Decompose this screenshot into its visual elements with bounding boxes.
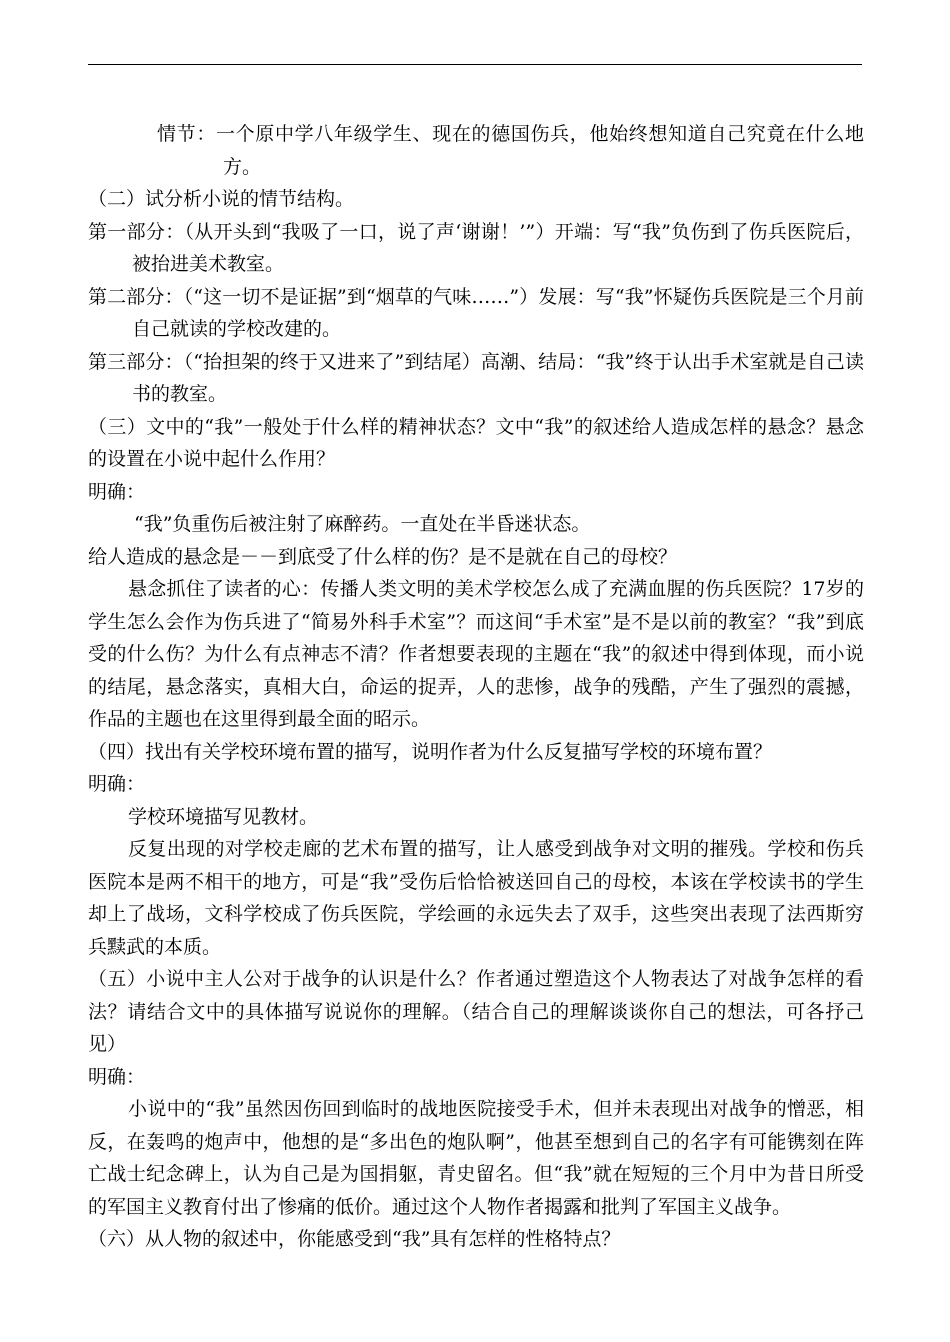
answer-paragraph: “我”负重伤后被注射了麻醉药。一直处在半昏迷状态。 <box>134 513 591 535</box>
answer-paragraph: 悬念抓住了读者的心：传播人类文明的美术学校怎么成了充满血腥的伤兵医院？17岁的学生怎么会作为伤兵进了“简易外科手术室”？而这间“手术室”是不是以前的教室？“我”到底受的什么伤？为什么有点神志不清？作者想要表现的主题在“我”的叙述中得到体现，而小说的结尾，悬念落实，真相大白，命运的捉弄，人的悲惨，战争的残酷，产生了强烈的震撼，作品的主题也在这里得到最全面的昭示。 <box>88 578 864 730</box>
part-two: 第二部分：（“这一切不是证据”到“烟草的气味……”）发展：写“我”怀疑伤兵医院是三个月前自己就读的学校改建的。 <box>88 285 864 340</box>
answer-label: 明确： <box>88 773 146 795</box>
answer-paragraph: 给人造成的悬念是－－到底受了什么样的伤？是不是就在自己的母校？ <box>88 545 678 568</box>
answer-paragraph: 学校环境描写见教材。 <box>128 805 319 828</box>
answer-paragraph: 反复出现的对学校走廊的艺术布置的描写，让人感受到战争对文明的摧残。学校和伤兵医院本是两不相干的地方，可是“我”受伤后恰恰被送回自己的母校，本该在学校读书的学生却上了战场，文科学校成了伤兵医院，学绘画的永远失去了双手，这些突出表现了法西斯穷兵黩武的本质。 <box>88 838 864 958</box>
answer-label: 明确： <box>88 1065 146 1088</box>
plot-summary: 情节：一个原中学八年级学生、现在的德国伤兵，他始终想知道自己究竟在什么地方。 <box>157 123 864 178</box>
header-rule <box>88 64 862 65</box>
question-2-heading: （二）试分析小说的情节结构。 <box>88 188 355 210</box>
part-three: 第三部分：（“抬担架的终于又进来了”到结尾）高潮、结局：“我”终于认出手术室就是自己读书的教室。 <box>88 350 864 405</box>
question-4-heading: （四）找出有关学校环境布置的描写，说明作者为什么反复描写学校的环境布置？ <box>88 740 773 763</box>
part-one: 第一部分：（从开头到“我吸了一口，说了声‘谢谢！’”）开端：写“我”负伤到了伤兵医院后，被抬进美术教室。 <box>88 220 864 275</box>
question-5-heading: （五）小说中主人公对于战争的认识是什么？作者通过塑造这个人物表达了对战争怎样的看法？请结合文中的具体描写说说你的理解。（结合自己的理解谈谈你自己的想法，可各抒己见） <box>88 968 864 1055</box>
document-body <box>88 118 864 1256</box>
question-3-heading: （三）文中的“我”一般处于什么样的精神状态？文中“我”的叙述给人造成怎样的悬念？悬念的设置在小说中起什么作用？ <box>88 415 864 470</box>
answer-label: 明确： <box>88 480 146 503</box>
answer-paragraph: 小说中的“我”虽然因伤回到临时的战地医院接受手术，但并未表现出对战争的憎恶，相反，在轰鸣的炮声中，他想的是“多出色的炮队啊”，他甚至想到自己的名字有可能镌刻在阵亡战士纪念碑上，认为自己是为国捐躯，青史留名。但“我”就在短短的三个月中为昔日所受的军国主义教育付出了惨痛的低价。通过这个人物作者揭露和批判了军国主义战争。 <box>88 1098 864 1218</box>
question-6-heading: （六）从人物的叙述中，你能感受到“我”具有怎样的性格特点？ <box>88 1228 621 1250</box>
